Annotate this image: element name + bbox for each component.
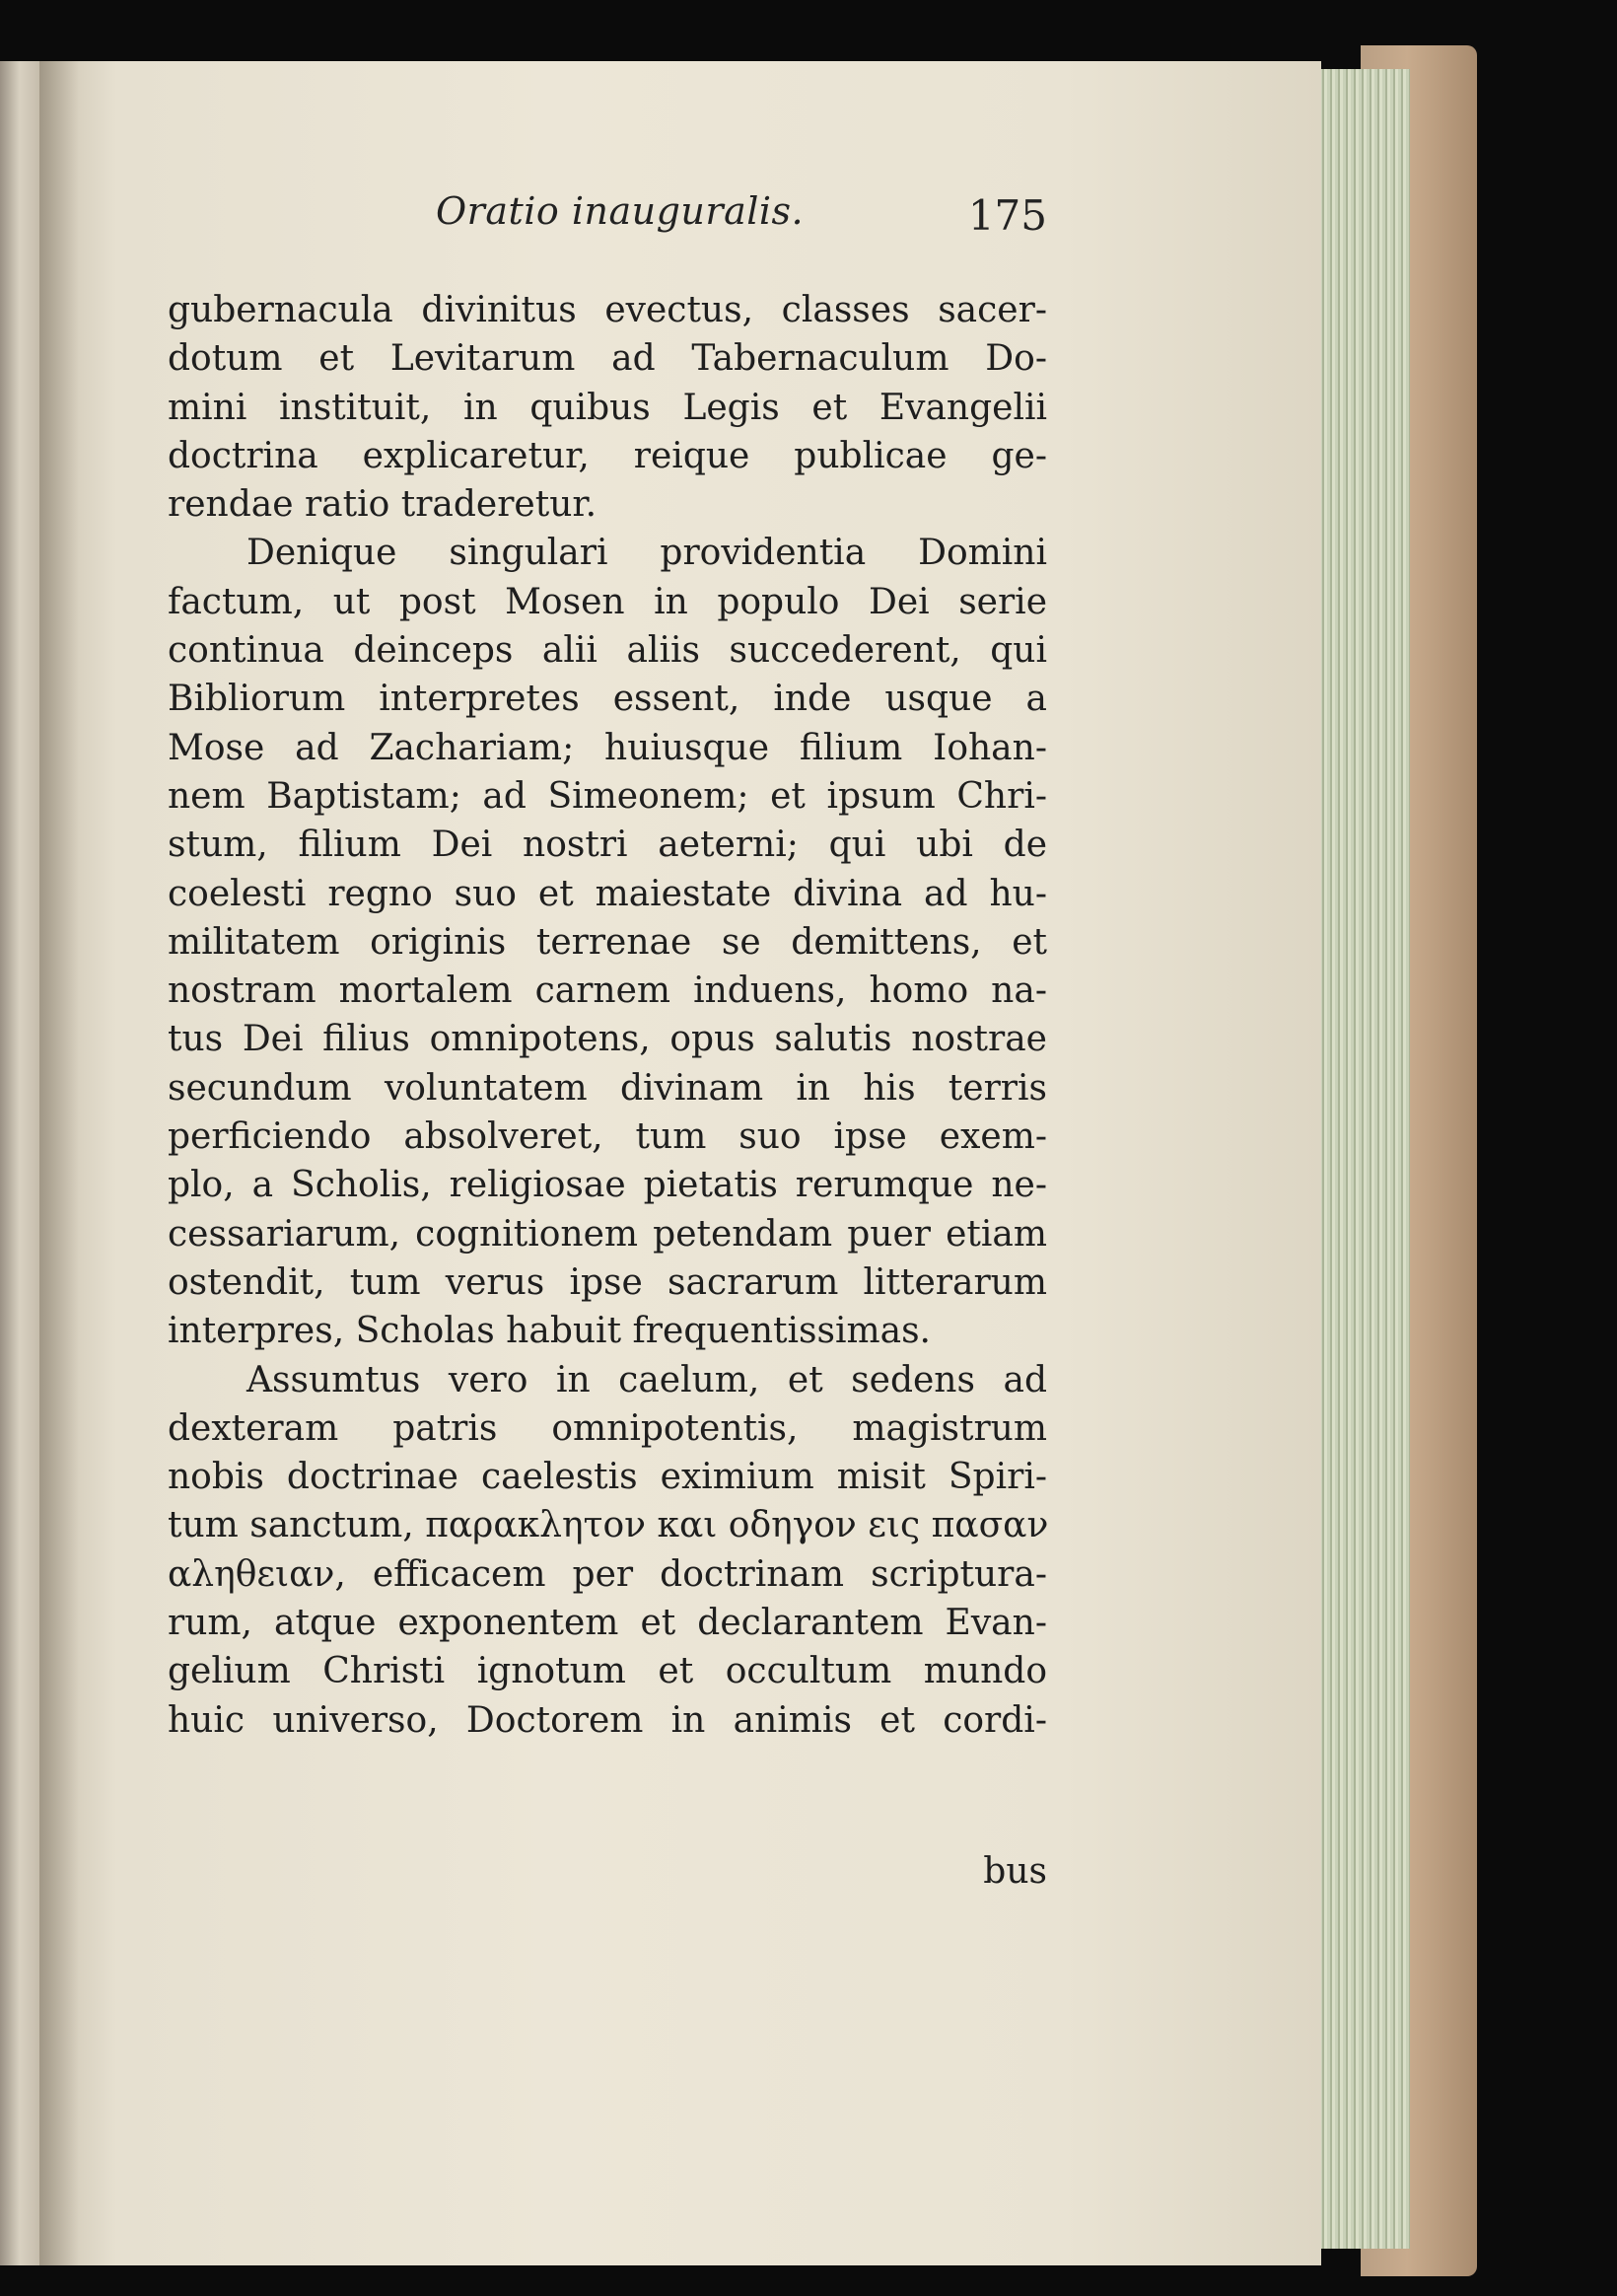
- text-line: coelesti regno suo et maiestate divina ad hu-: [168, 873, 1047, 914]
- text-line: interpres, Scholas habuit frequentissimas.: [168, 1311, 931, 1352]
- text-line: nem Baptistam; ad Simeonem; et ipsum Chri-: [168, 775, 1047, 817]
- text-line: gelium Christi ignotum et occultum mundo: [168, 1651, 1047, 1692]
- page-number: 175: [967, 191, 1047, 240]
- text-line: Bibliorum interpretes essent, inde usque a: [168, 679, 1047, 720]
- text-line: continua deinceps alii aliis succederent, qui: [168, 630, 1047, 672]
- running-title: Oratio inauguralis.: [436, 189, 805, 233]
- text-line: militatem originis terrenae se demittens, et: [168, 921, 1047, 963]
- text-line: gubernacula divinitus evectus, classes sacer-: [168, 290, 1047, 330]
- text-line: tus Dei filius omnipotens, opus salutis nostrae: [168, 1019, 1047, 1060]
- text-line: tum sanctum, παρακλητον και οδηγον εις πασαν: [168, 1505, 1049, 1546]
- text-line: perficiendo absolveret, tum suo ipse exem-: [168, 1116, 1047, 1158]
- text-line: Assumtus vero in caelum, et sedens ad: [246, 1359, 1047, 1400]
- text-line: plo, a Scholis, religiosae pietatis rerumque ne-: [168, 1165, 1047, 1206]
- text-line: rum, atque exponentem et declarantem Evan-: [168, 1603, 1047, 1644]
- text-line: factum, ut post Mosen in populo Dei serie: [168, 581, 1047, 622]
- catchword: bus: [983, 1851, 1047, 1892]
- gutter-shadow: [39, 61, 79, 2265]
- text-line: dotum et Levitarum ad Tabernaculum Do-: [168, 338, 1047, 380]
- page-header: [168, 189, 1047, 249]
- text-line: Denique singulari providentia Domini: [246, 533, 1047, 574]
- text-line: dexteram patris omnipotentis, magistrum: [168, 1407, 1047, 1449]
- text-line: ostendit, tum verus ipse sacrarum litterarum: [168, 1261, 1047, 1303]
- text-line: doctrina explicaretur, reique publicae ge-: [168, 435, 1047, 476]
- text-line: nostram mortalem carnem induens, homo na-: [168, 970, 1047, 1012]
- text-line: nobis doctrinae caelestis eximium misit Spiri-: [168, 1457, 1047, 1498]
- text-line: αληθειαν, efficacem per doctrinam scriptura-: [168, 1553, 1047, 1595]
- text-line: huic universo, Doctorem in animis et cordi-: [168, 1699, 1047, 1741]
- text-line: Mose ad Zachariam; huiusque filium Iohan-: [168, 727, 1047, 768]
- text-line: secundum voluntatem divinam in his terris: [168, 1067, 1047, 1109]
- facing-page-edge: [0, 61, 39, 2265]
- page-edges: [1311, 69, 1410, 2249]
- body-text: [168, 286, 1047, 1745]
- text-line: cessariarum, cognitionem petendam puer etiam: [168, 1213, 1047, 1255]
- text-line: stum, filium Dei nostri aeterni; qui ubi de: [168, 825, 1047, 866]
- text-line: rendae ratio traderetur.: [168, 484, 598, 526]
- text-line: mini instituit, in quibus Legis et Evangelii: [168, 387, 1047, 428]
